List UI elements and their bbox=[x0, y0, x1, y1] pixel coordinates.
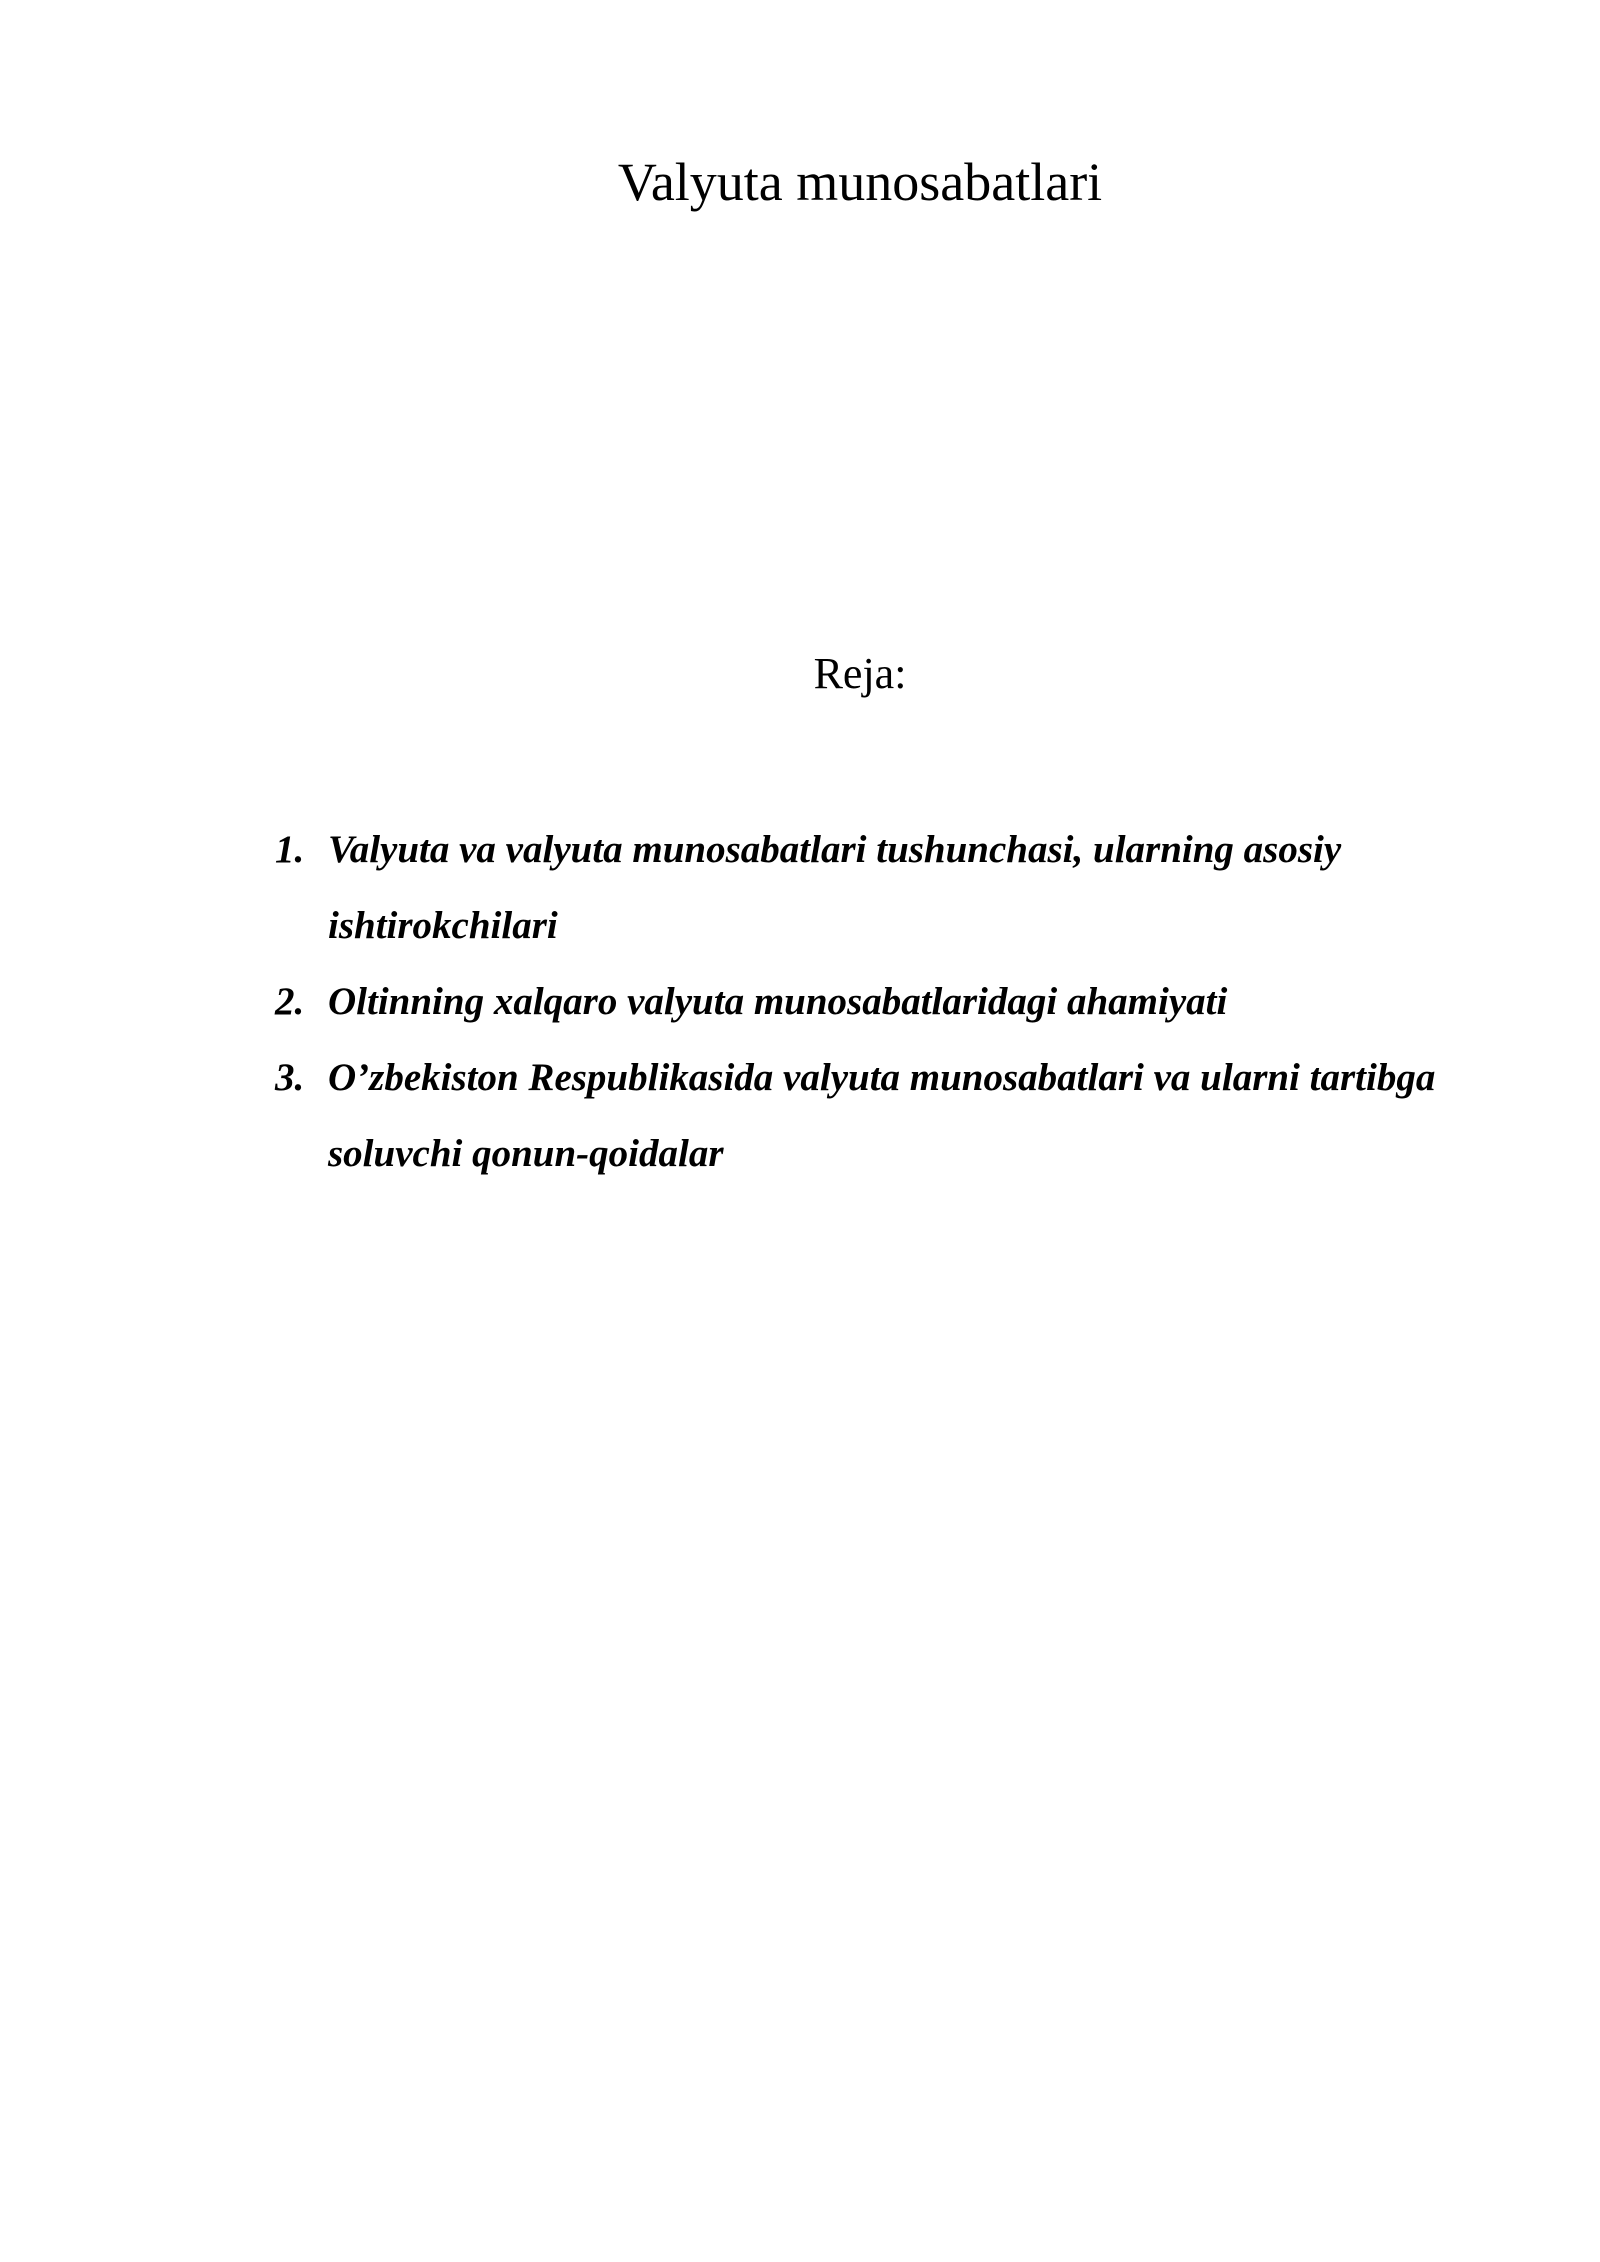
plan-item-text: Valyuta va valyuta munosabatlari tushunchasi, ularning asosiy ishtirokchilari bbox=[328, 828, 1342, 947]
plan-item-3 bbox=[275, 1040, 1475, 1192]
plan-heading: Reja: bbox=[813, 649, 907, 698]
plan-item-2 bbox=[275, 964, 1475, 1040]
plan-item-number: 1. bbox=[275, 828, 305, 871]
plan-list bbox=[275, 812, 1475, 1192]
plan-item-1 bbox=[275, 812, 1475, 964]
plan-item-text: Oltinning xalqaro valyuta munosabatlaridagi ahamiyati bbox=[328, 980, 1228, 1023]
plan-item-text: O’zbekiston Respublikasida valyuta munosabatlari va ularni tartibga soluvchi qonun-qoidalar bbox=[328, 1056, 1436, 1175]
plan-item-number: 2. bbox=[275, 980, 305, 1023]
plan-item-number: 3. bbox=[275, 1056, 305, 1099]
document-title: Valyuta munosabatlari bbox=[617, 152, 1103, 212]
